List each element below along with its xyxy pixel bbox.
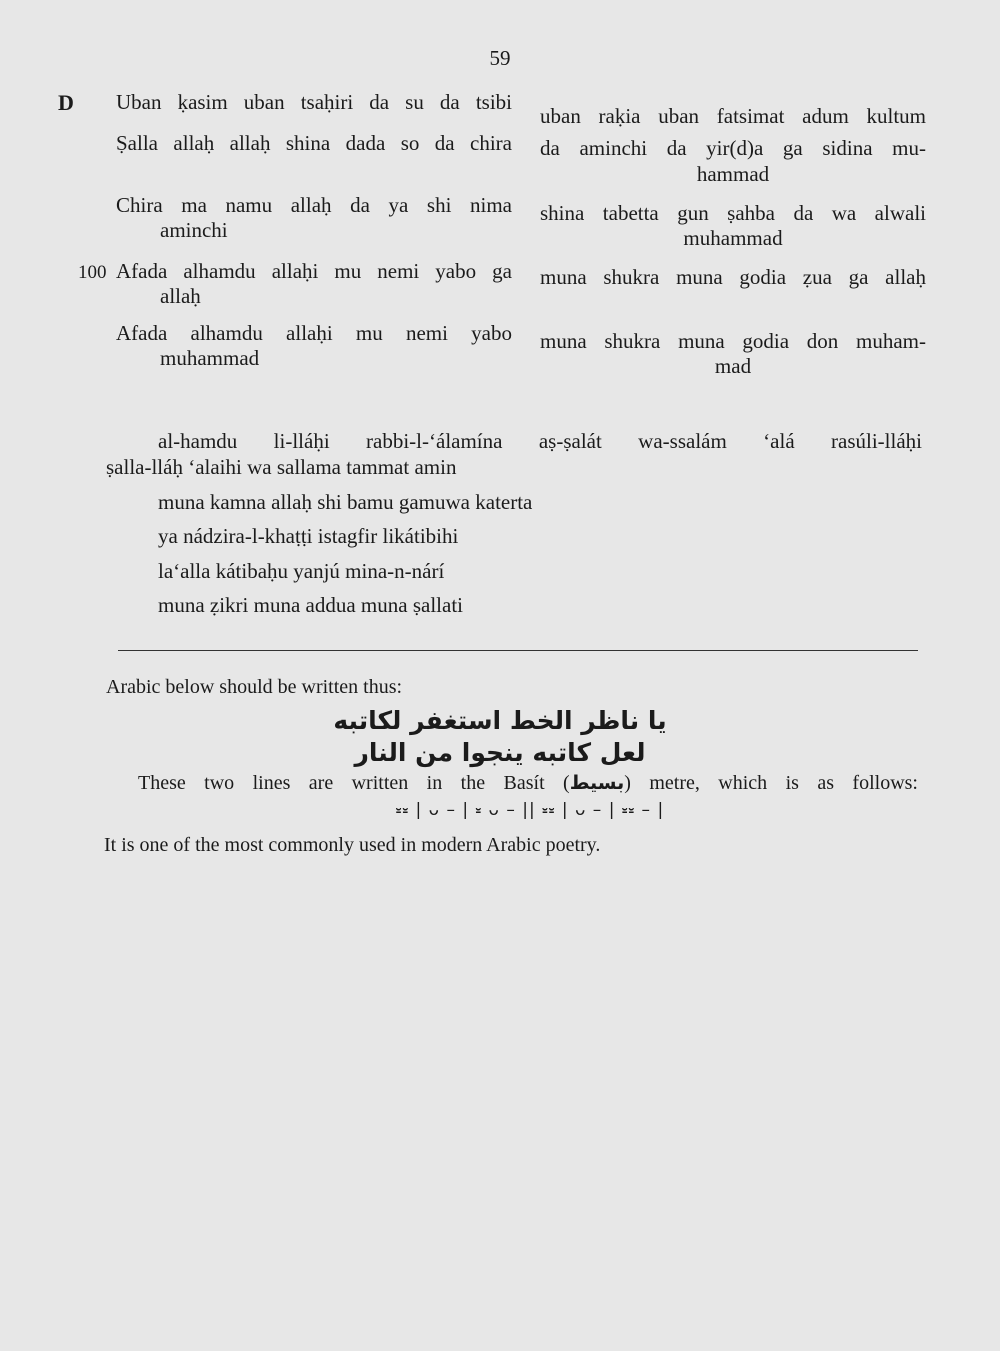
verse-5-left-line-2: muhammad	[160, 346, 260, 370]
verse-2-right-line-2: hammad	[696, 162, 770, 186]
verse-3-right-line-2: muhammad	[683, 226, 783, 250]
line-number: 100	[78, 262, 107, 283]
verse-1-left-line-1: Uban ḳasim uban tsaḥiri da su da tsibi	[116, 90, 512, 114]
verse-4-left-line-2: allaḥ	[160, 284, 201, 308]
verse-5-right-line-2: mad	[714, 354, 752, 378]
verse-4-left-line-1: Afada alhamdu allaḥi mu nemi yabo ga	[116, 259, 512, 283]
closing-line-1: al-hamdu li-lláḥi rabbi-l-‘álamína aṣ-ṣalát wa-ssalám ‘alá rasúli-lláḥi	[158, 429, 922, 453]
verse-1-right-line-1: uban raḳia uban fatsimat adum kultum	[540, 104, 926, 128]
horizontal-rule	[118, 650, 918, 651]
verse-2-right-line-1: da aminchi da yir(d)a ga sidina mu-	[540, 136, 926, 160]
page-number: 59	[489, 46, 511, 70]
section-marker: D	[58, 90, 74, 115]
closing-line-4: ya nádzira-l-khaṭṭi istagfir likátibihi	[158, 524, 459, 548]
metre-arabic-word: بسيط	[569, 772, 625, 794]
closing-line-6: muna ẓikri muna addua muna ṣallati	[158, 593, 463, 617]
verse-2-left-line-1: Ṣalla allaḥ allaḥ shina dada so da chira	[116, 131, 512, 155]
metre-text-before: These two lines are written in the Basít (	[138, 772, 570, 794]
arabic-line-1: يا ناظر الخط استغفر لكاتبه	[333, 706, 667, 735]
closing-line-5: la‘alla kátibaḥu yanjú mina-n-nárí	[158, 559, 445, 583]
note-conclusion: It is one of the most commonly used in modern Arabic poetry.	[104, 834, 601, 856]
closing-line-3: muna kamna allaḥ shi bamu gamuwa katerta	[158, 490, 533, 514]
metre-text-after: ) metre, which is as follows:	[624, 772, 918, 794]
metre-sentence	[138, 770, 918, 796]
verse-3-left-line-2: aminchi	[160, 218, 228, 242]
closing-line-2: ṣalla-lláḥ ‘alaihi wa sallama tammat amin	[106, 455, 457, 479]
arabic-line-2: لعل كاتبه ينجوا من النار	[354, 738, 646, 767]
note-intro: Arabic below should be written thus:	[106, 676, 403, 698]
verse-5-left-line-1: Afada alhamdu allaḥi mu nemi yabo	[116, 321, 512, 345]
verse-5-right-line-1: muna shukra muna godia don muham-	[540, 329, 926, 353]
verse-3-right-line-1: shina tabetta gun ṣahba da wa alwali	[540, 201, 926, 225]
verse-4-right-line-1: muna shukra muna godia ẓua ga allaḥ	[540, 265, 926, 289]
meter-scheme: ⏓⏓ | ᴗ – | ⏓ ᴗ – || ⏓⏓ | ᴗ – | ⏓⏓ – |	[395, 800, 665, 820]
verse-3-left-line-1: Chira ma namu allaḥ da ya shi nima	[116, 193, 512, 217]
